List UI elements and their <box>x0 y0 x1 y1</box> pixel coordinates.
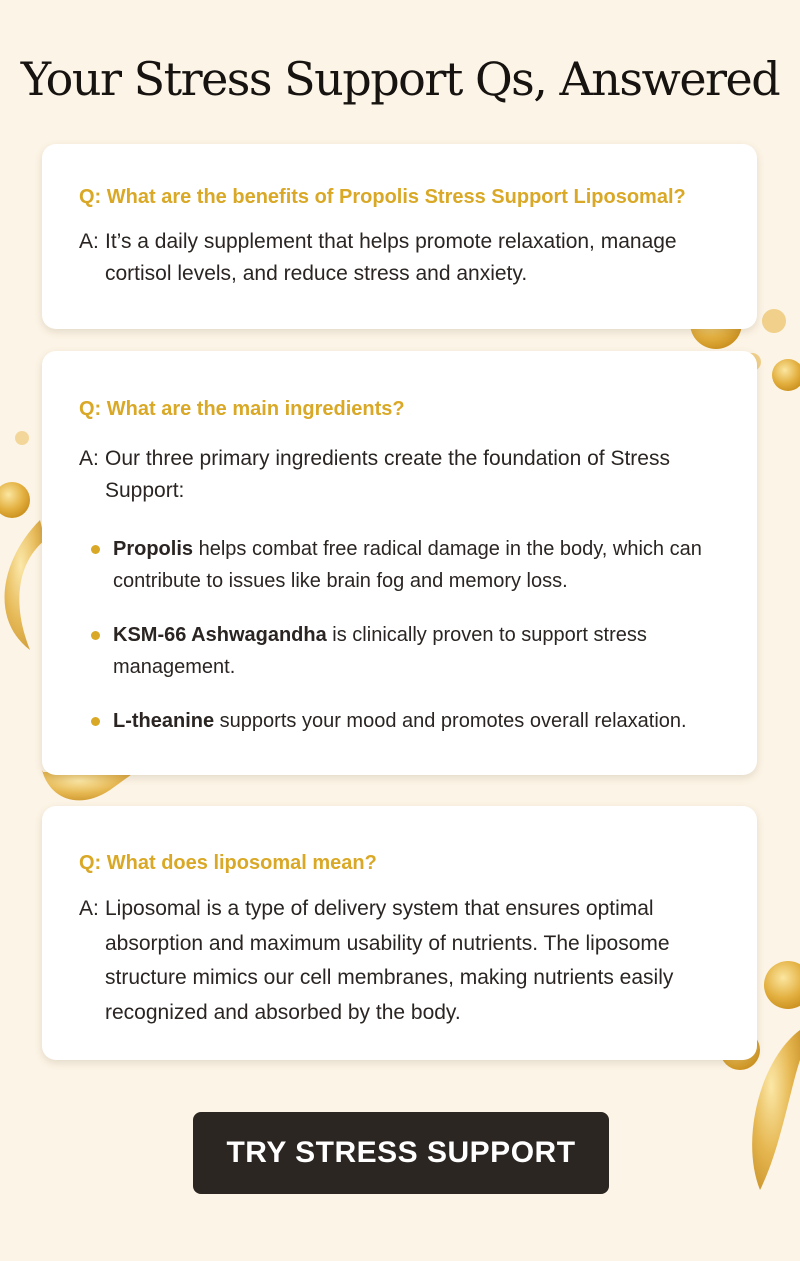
ingredient-description: is clinically proven to support stress management. <box>113 624 647 678</box>
ingredient-description: helps combat free radical damage in the body, which can contribute to issues like brain fog and memory loss. <box>113 538 702 592</box>
answer-prefix: A: <box>79 447 99 470</box>
answer-text: Liposomal is a type of delivery system that ensures optimal absorption and maximum usability of nutrients. The liposome structure mimics our cell membranes, making nutrients easily recognized and absorbed by the body. <box>105 897 674 1024</box>
honey-drop-icon <box>762 309 786 333</box>
honey-drop-icon <box>764 961 800 1009</box>
ingredient-name: KSM-66 Ashwagandha <box>113 624 327 646</box>
faq-answer <box>79 226 737 290</box>
ingredient-name: Propolis <box>113 538 194 560</box>
answer-prefix: A: <box>79 897 99 920</box>
faq-answer <box>79 443 737 507</box>
ingredient-list <box>91 533 737 759</box>
faq-question: Q: What does liposomal mean? <box>79 852 377 874</box>
faq-card-liposomal <box>42 806 757 1060</box>
faq-answer <box>79 892 737 1030</box>
faq-question: Q: What are the main ingredients? <box>79 398 405 420</box>
ingredient-name: L-theanine <box>113 710 215 732</box>
honey-drop-icon <box>772 359 800 391</box>
list-item <box>91 619 737 683</box>
bullet-dot-icon <box>91 545 100 554</box>
bullet-dot-icon <box>91 717 100 726</box>
faq-card-ingredients <box>42 351 757 775</box>
ingredient-description: supports your mood and promotes overall relaxation. <box>214 710 687 732</box>
answer-prefix: A: <box>79 230 99 253</box>
page-title: Your Stress Support Qs, Answered <box>20 52 780 106</box>
answer-text: It’s a daily supplement that helps promote relaxation, manage cortisol levels, and reduce stress and anxiety. <box>105 230 677 285</box>
faq-question: Q: What are the benefits of Propolis Stress Support Liposomal? <box>79 186 686 208</box>
honey-drop-icon <box>0 482 30 518</box>
honey-drop-icon <box>5 520 45 650</box>
list-item <box>91 533 737 597</box>
honey-drop-icon <box>752 1030 800 1190</box>
bullet-dot-icon <box>91 631 100 640</box>
answer-text: Our three primary ingredients create the foundation of Stress Support: <box>105 447 670 502</box>
try-stress-support-button[interactable]: TRY STRESS SUPPORT <box>193 1112 609 1194</box>
honey-drop-icon <box>15 431 29 445</box>
list-item <box>91 705 737 737</box>
faq-card-benefits <box>42 144 757 329</box>
